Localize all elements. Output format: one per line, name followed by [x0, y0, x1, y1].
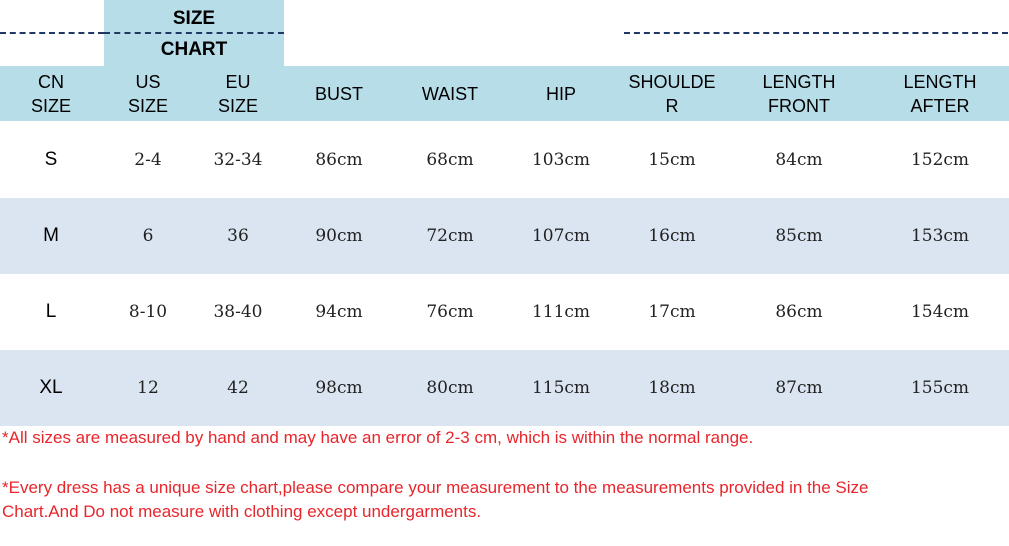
- cell-hip: 107cm: [531, 226, 591, 246]
- cell-eu: 32-34: [213, 150, 263, 170]
- cell-us: 12: [137, 378, 159, 398]
- cell-shoulder: 16cm: [648, 226, 696, 246]
- cell-cn: L: [45, 301, 57, 322]
- note-compare-line-1: *Every dress has a unique size chart,please compare your measurement to the measurements provided in the Size: [2, 478, 869, 497]
- note-compare-line-2: Chart.And Do not measure with clothing except undergarments.: [2, 502, 482, 521]
- title-line-2: CHART: [160, 39, 228, 60]
- cell-waist: 68cm: [426, 150, 474, 170]
- cell-bust: 94cm: [315, 302, 363, 322]
- header-shoulder: SHOULDE R: [628, 71, 716, 116]
- cell-cn: M: [43, 225, 59, 246]
- title-line-1: SIZE: [172, 8, 216, 29]
- cell-cn: S: [44, 149, 58, 170]
- header-eu-size: EU SIZE: [217, 71, 258, 116]
- cell-us: 6: [142, 226, 154, 246]
- title-dash-box: [104, 32, 284, 34]
- cell-waist: 72cm: [426, 226, 474, 246]
- cell-hip: 103cm: [531, 150, 591, 170]
- cell-length-front: 87cm: [775, 378, 823, 398]
- title-dash-right: [624, 32, 1008, 34]
- cell-length-front: 84cm: [775, 150, 823, 170]
- cell-length-after: 154cm: [910, 302, 970, 322]
- cell-length-front: 86cm: [775, 302, 823, 322]
- cell-eu: 36: [227, 226, 249, 246]
- cell-length-after: 152cm: [910, 150, 970, 170]
- header-cn-size: CN SIZE: [30, 71, 71, 116]
- cell-us: 2-4: [134, 150, 162, 170]
- header-length-after: LENGTH AFTER: [903, 71, 977, 116]
- cell-hip: 115cm: [531, 378, 591, 398]
- header-us-size: US SIZE: [127, 71, 168, 116]
- cell-hip: 111cm: [531, 302, 591, 322]
- cell-waist: 80cm: [426, 378, 474, 398]
- cell-bust: 90cm: [315, 226, 363, 246]
- cell-waist: 76cm: [426, 302, 474, 322]
- cell-length-front: 85cm: [775, 226, 823, 246]
- cell-length-after: 155cm: [910, 378, 970, 398]
- cell-cn: XL: [39, 377, 63, 398]
- cell-bust: 86cm: [315, 150, 363, 170]
- header-length-front: LENGTH FRONT: [762, 71, 836, 116]
- cell-shoulder: 17cm: [648, 302, 696, 322]
- cell-shoulder: 18cm: [648, 378, 696, 398]
- title-dash-left: [0, 32, 104, 34]
- cell-shoulder: 15cm: [648, 150, 696, 170]
- cell-eu: 42: [227, 378, 249, 398]
- cell-eu: 38-40: [213, 302, 263, 322]
- cell-bust: 98cm: [315, 378, 363, 398]
- header-waist: WAIST: [421, 83, 479, 104]
- cell-length-after: 153cm: [910, 226, 970, 246]
- header-bust: BUST: [314, 83, 363, 104]
- note-measurement-error: *All sizes are measured by hand and may have an error of 2-3 cm, which is within the normal range.: [2, 428, 754, 447]
- header-hip: HIP: [545, 83, 576, 104]
- cell-us: 8-10: [128, 302, 168, 322]
